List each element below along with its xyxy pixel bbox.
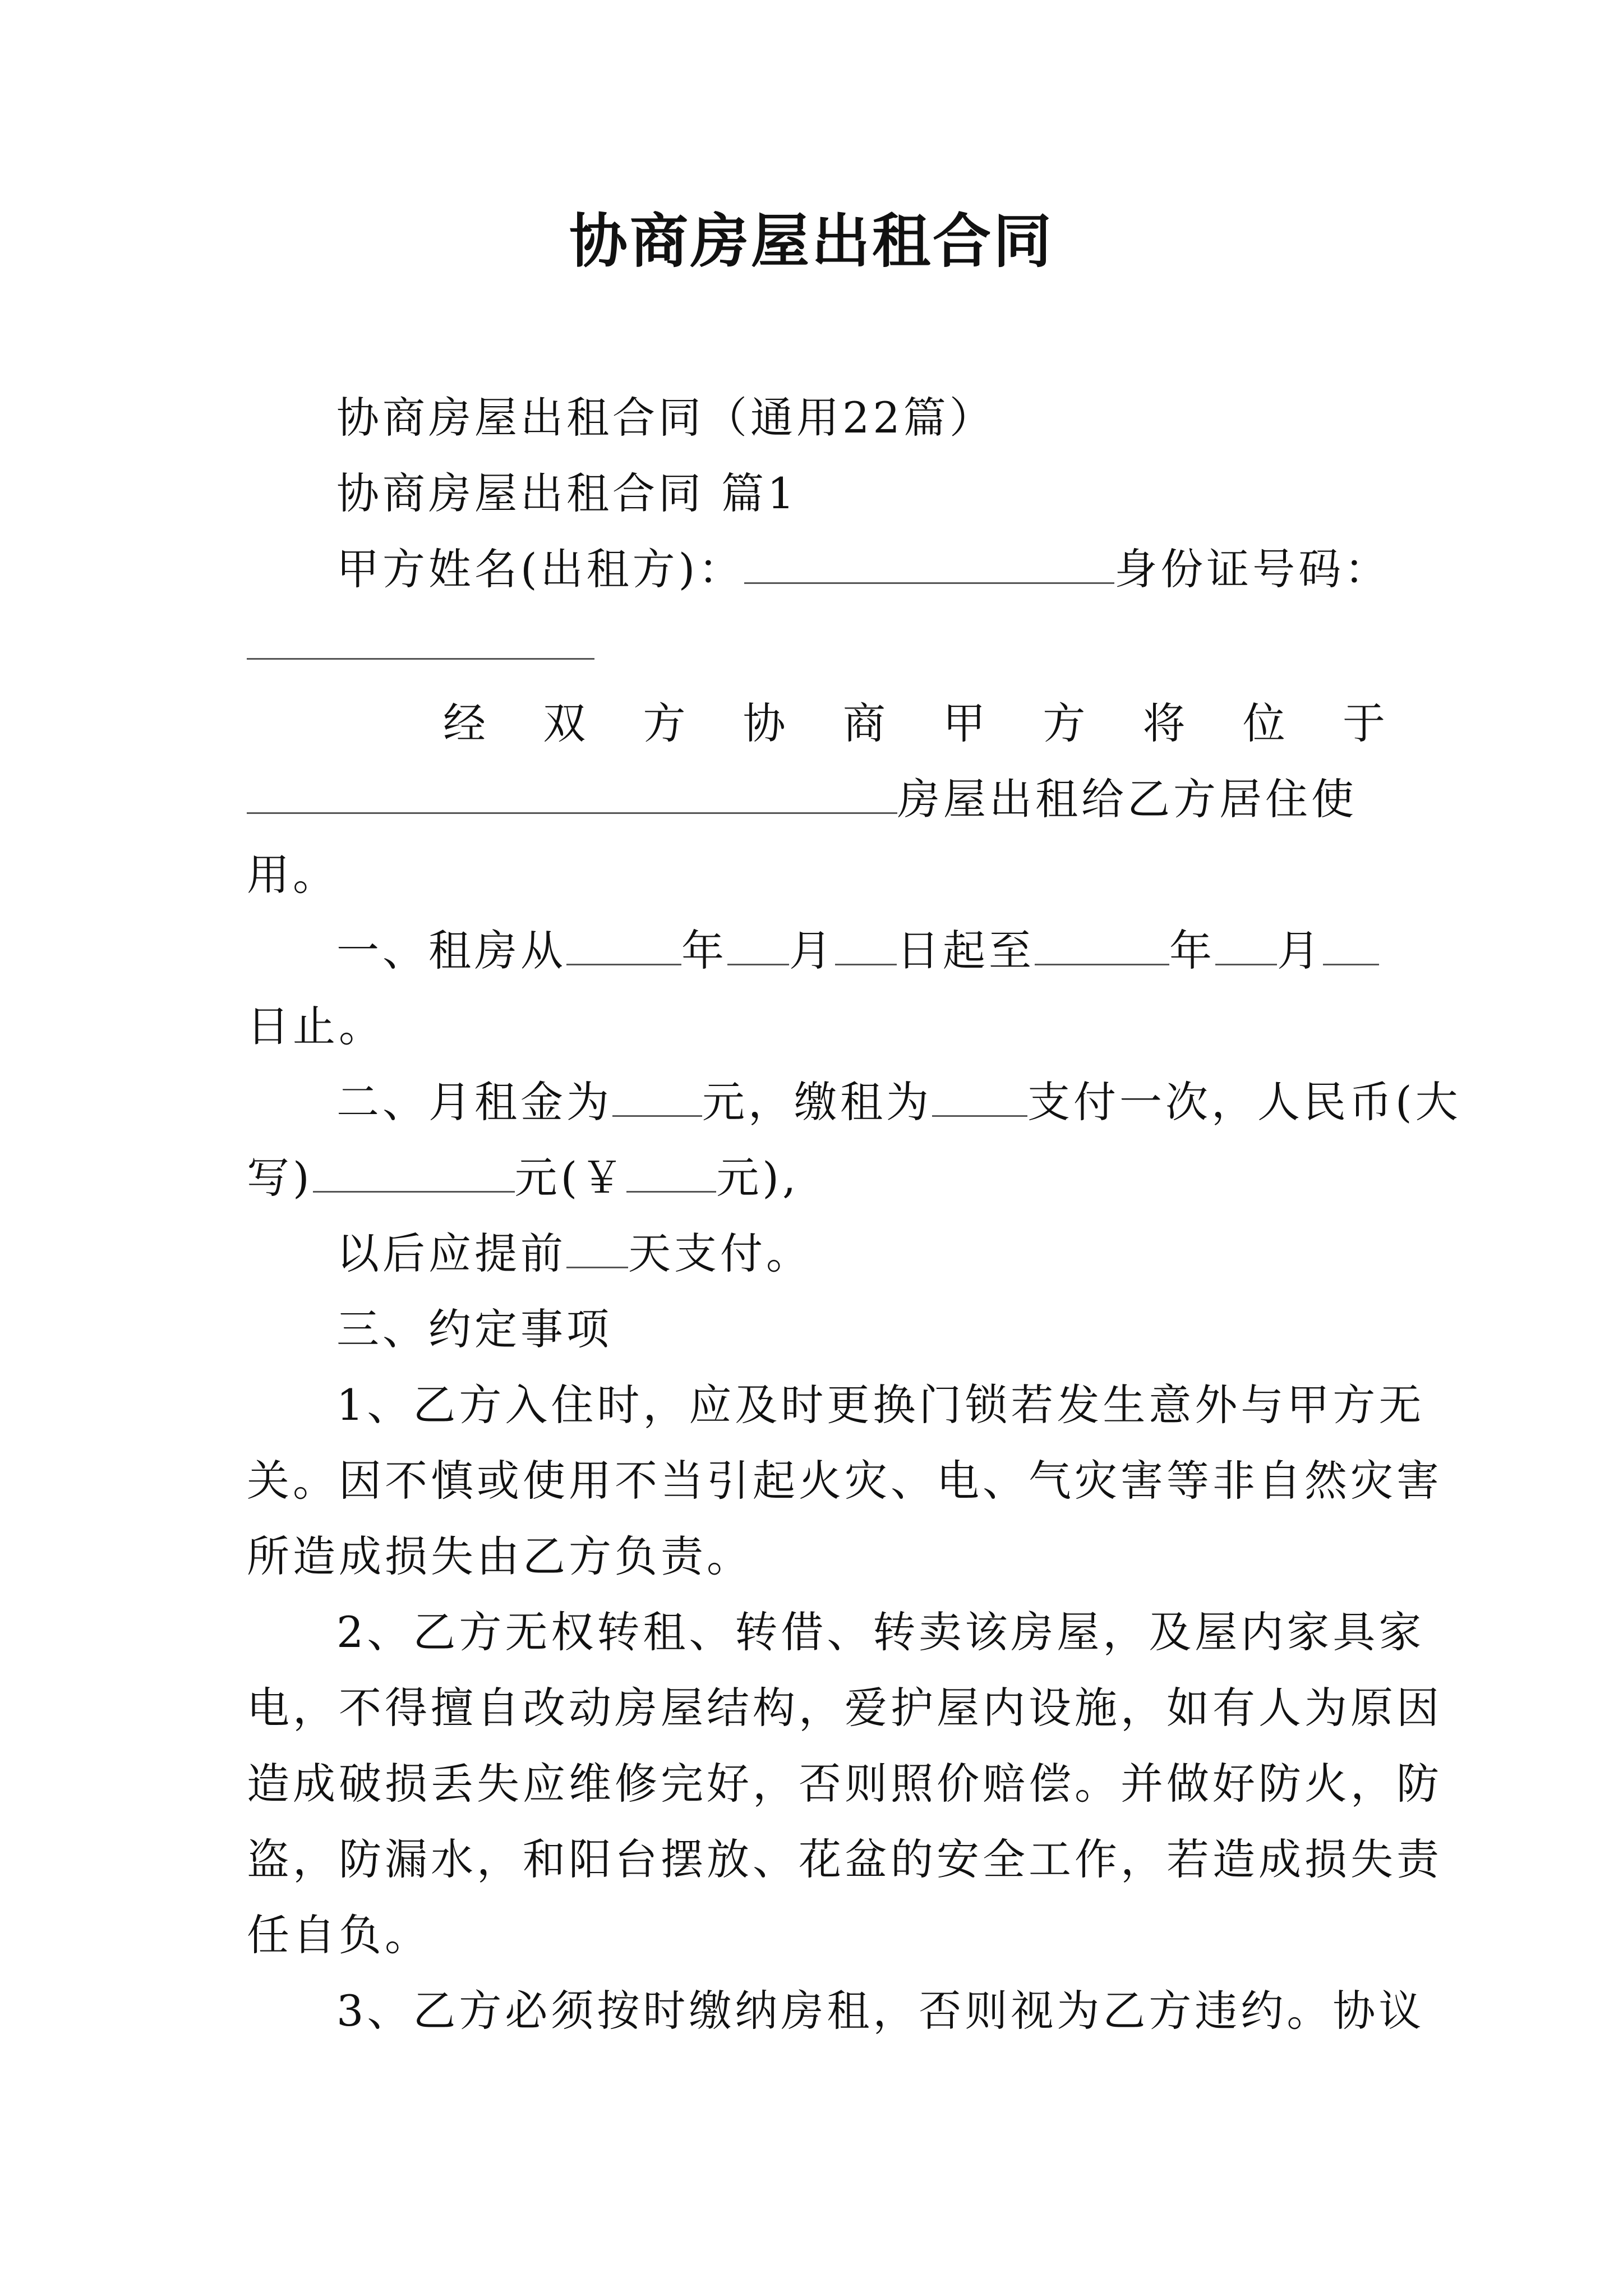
clause-2-text: 支付一次，人民币(大 [1027,1077,1461,1127]
party-a-id-line [247,614,1391,676]
item-1-line: 1、乙方入住时，应及时更换门锁若发生意外与甲方无 [336,1380,1425,1430]
clause-2-line-3 [336,1223,1391,1285]
party-a-id-label: 身份证号码： [1114,544,1391,594]
consult-end: 用。 [247,850,339,900]
document-title: 协商房屋出租合同 [569,206,1054,275]
clause-1 [336,920,1391,982]
consult-tail: 房屋出租给乙方居住使 [897,774,1357,824]
clause-2-text: 元，缴租为 [702,1077,932,1127]
item-2-line: 电，不得擅自改动房屋结构，爱护屋内设施，如有人为原因 [247,1683,1442,1733]
consult-char: 将 [1142,698,1186,748]
month-label: 月 [789,926,835,976]
amount-figure-blank[interactable] [626,1152,716,1193]
consult-char: 协 [743,698,786,748]
consult-char: 甲 [943,698,986,748]
clause-2-text: 天支付。 [628,1228,812,1278]
clause-1-end: 日止。 [247,1001,385,1051]
consult-char: 商 [842,698,886,748]
clause-2-text: 写) [247,1153,313,1203]
party-a-id-blank[interactable] [247,619,594,660]
house-location-blank[interactable] [247,773,897,814]
payment-period-blank[interactable] [932,1076,1027,1117]
amount-words-blank[interactable] [313,1152,515,1193]
party-a-line [336,539,1391,600]
end-month-blank[interactable] [1215,924,1277,965]
piece-heading: 协商房屋出租合同 篇1 [336,468,798,518]
clause-1-text: 一、租房从 [336,926,566,976]
consult-char: 方 [1043,698,1086,748]
month-label: 月 [1277,926,1323,976]
year-label: 年 [681,926,727,976]
year-label: 年 [1169,926,1215,976]
item-2-line: 盗，防漏水，和阳台摆放、花盆的安全工作，若造成损失责 [247,1834,1442,1884]
clause-2 [336,1071,1461,1133]
start-month-blank[interactable] [727,924,789,965]
clause-3-heading: 三、约定事项 [336,1304,612,1354]
clause-2-text: 元), [716,1153,800,1203]
item-2-line: 造成破损丢失应维修完好，否则照价赔偿。并做好防火，防 [247,1759,1442,1809]
consult-char: 位 [1242,698,1285,748]
advance-days-blank[interactable] [566,1227,628,1268]
consult-line [443,693,1385,754]
consult-char: 于 [1342,698,1385,748]
item-2-line: 2、乙方无权转租、转借、转卖该房屋，及屋内家具家 [336,1607,1425,1657]
item-3-line: 3、乙方必须按时缴纳房租，否则视为乙方违约。协议 [336,1986,1425,2036]
item-1-line: 所造成损失由乙方负责。 [247,1531,753,1581]
start-year-blank[interactable] [566,924,681,965]
party-a-name-blank[interactable] [744,543,1114,584]
consult-char: 双 [543,698,586,748]
monthly-rent-blank[interactable] [612,1076,702,1117]
clause-2-line-2 [247,1147,1391,1209]
clause-2-text: 二、月租金为 [336,1077,612,1127]
item-2-line: 任自负。 [247,1910,431,1960]
start-day-blank[interactable] [835,924,897,965]
party-a-name-label: 甲方姓名(出租方)： [336,544,745,594]
clause-2-text: 以后应提前 [336,1228,566,1278]
end-day-blank[interactable] [1323,924,1379,965]
consult-char: 方 [643,698,686,748]
clause-2-text: 元(￥ [514,1153,627,1203]
day-label: 日起至 [897,926,1035,976]
subtitle: 协商房屋出租合同（通用22篇） [336,393,995,443]
consult-char: 经 [443,698,486,748]
item-1-line: 关。因不慎或使用不当引起火灾、电、气灾害等非自然灾害 [247,1456,1442,1506]
end-year-blank[interactable] [1035,924,1169,965]
consult-line-2 [247,769,1391,830]
